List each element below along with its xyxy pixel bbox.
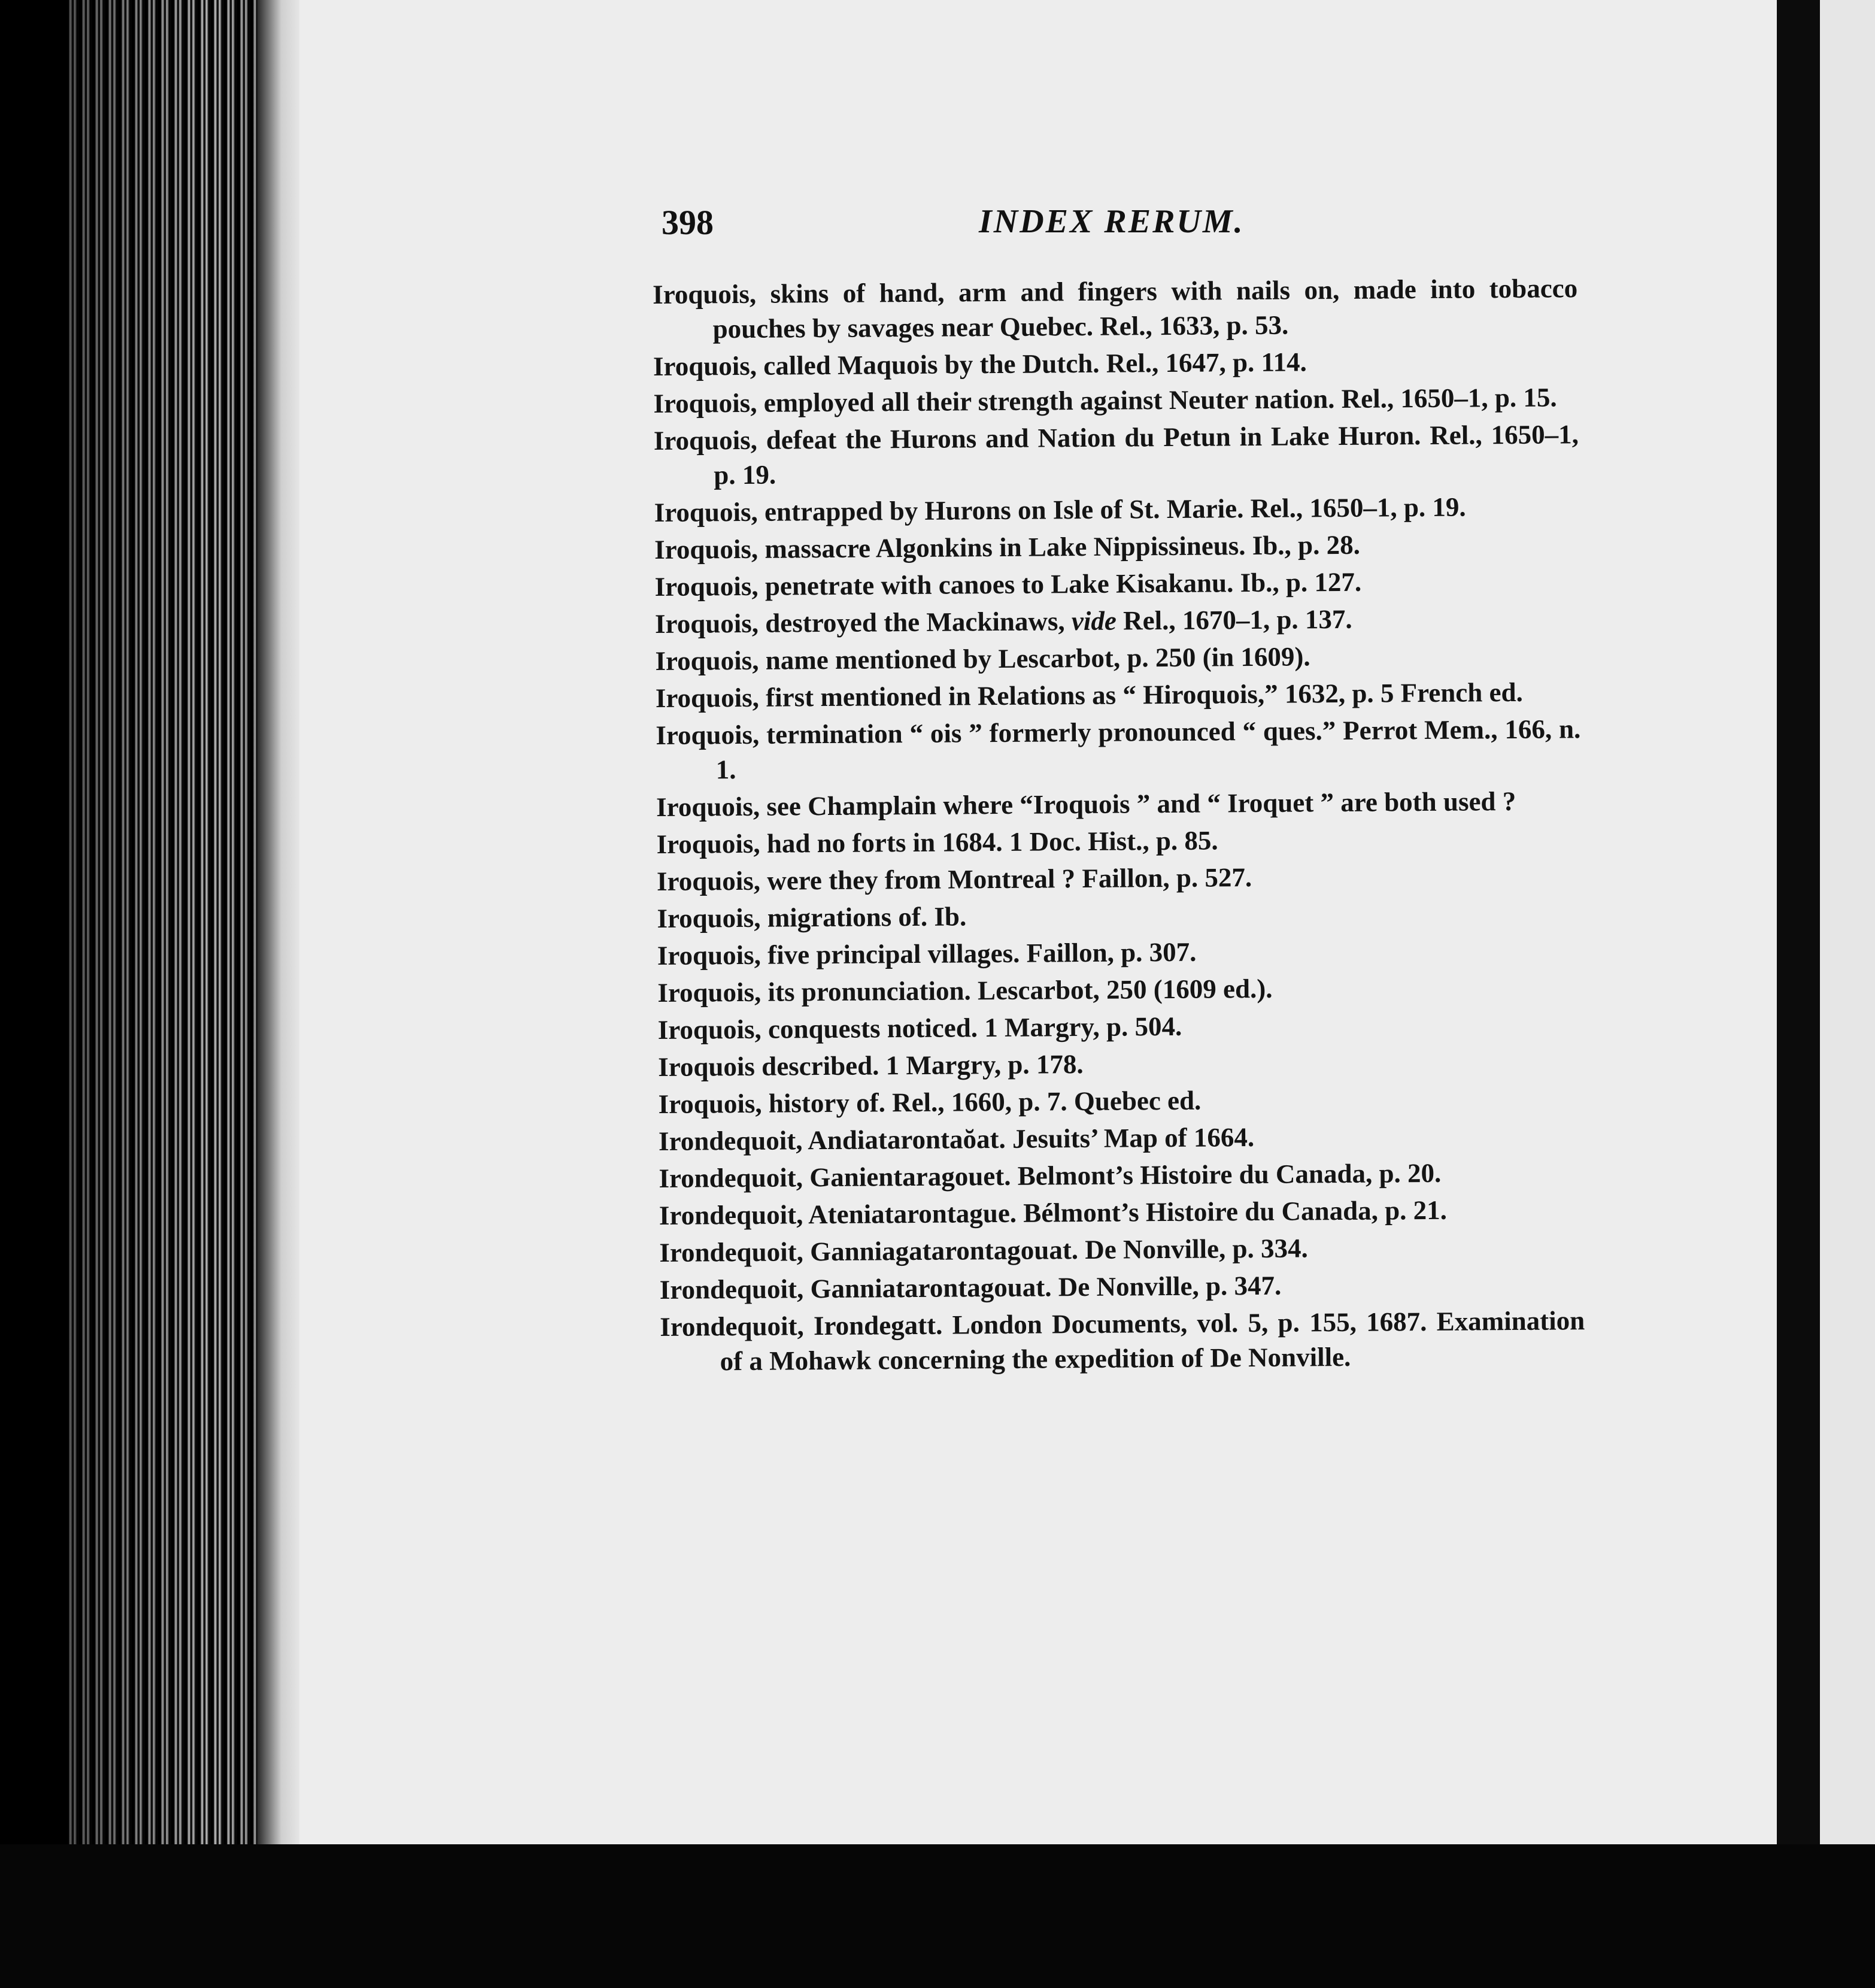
index-entry: Irondequoit, Ganientaragouet. Belmont’s Histoire du Canada, p. 20. [659,1157,1442,1193]
index-entry: Iroquois, first mentioned in Relations as “ Hiroquois,” 1632, p. 5 French ed. [655,677,1523,713]
index-entry: Iroquois, termination “ ois ” formerly pronounced “ ques.” Perrot Mem., 166, n. 1. [656,714,1581,785]
page-header [662,202,1260,250]
index-entry: Irondequoit, Ateniatarontague. Bélmont’s Histoire du Canada, p. 21. [659,1195,1448,1231]
running-title: INDEX RERUM. [979,203,1245,240]
index-entry-text: Rel., 1670–1, p. 137. [1116,604,1352,636]
index-entry: Iroquois described. 1 Margry, p. 178. [658,1049,1084,1082]
index-entry: Iroquois, defeat the Hurons and Nation du Petun in Lake Huron. Rel., 1650–1, p. 19. [653,419,1579,490]
index-entry: Iroquois, massacre Algonkins in Lake Nippissineus. Ib., p. 28. [654,529,1361,565]
index-entry: Iroquois, conquests noticed. 1 Margry, p. 504. [657,1011,1182,1045]
index-entry: Iroquois, were they from Montreal ? Faillon, p. 527. [656,862,1252,896]
index-entry: Iroquois, skins of hand, arm and fingers with nails on, made into tobacco pouches by savages near Quebec. Rel., 1633, p. 53. [653,273,1578,344]
index-entry: Iroquois, called Maquois by the Dutch. Rel., 1647, p. 114. [653,347,1307,381]
bottom-shadow [0,1844,1875,1988]
index-entry: Iroquois, history of. Rel., 1660, p. 7. Quebec ed. [658,1085,1202,1119]
index-entry: Iroquois, penetrate with canoes to Lake Kisakanu. Ib., p. 127. [654,566,1362,602]
page-number: 398 [662,203,714,242]
page-gutter-edge [257,0,305,1844]
index-entry: Irondequoit, Ganniatarontagouat. De Nonville, p. 347. [659,1270,1282,1305]
index-entry [655,600,1580,641]
right-margin-shadow [1777,0,1820,1844]
index-entry: Iroquois, five principal villages. Faillon, p. 307. [657,937,1197,971]
index-entry: Iroquois, its pronunciation. Lescarbot, 250 (1609 ed.). [657,973,1273,1008]
index-entry: Iroquois, name mentioned by Lescarbot, p. 250 (in 1609). [655,641,1310,676]
index-entries [653,271,1585,1381]
index-entry: Irondequoit, Ganniagatarontagouat. De Nonville, p. 334. [659,1233,1309,1268]
index-entry: Iroquois, migrations of. Ib. [657,901,967,934]
index-entry: Iroquois, had no forts in 1684. 1 Doc. Hist., p. 85. [656,825,1218,859]
index-entry: Irondequoit, Andiatarontaŏat. Jesuits’ Map of 1664. [658,1122,1255,1156]
index-entry: Iroquois, employed all their strength against Neuter nation. Rel., 1650–1, p. 15. [653,382,1557,419]
index-entry: Irondequoit, Irondegatt. London Documents, vol. 5, p. 155, 1687. Examination of a Mohawk concerning the expedition of De Nonville. [660,1305,1585,1377]
index-entry-italic: vide [1071,605,1117,637]
facing-page-sliver [1820,0,1875,1844]
index-entry: Iroquois, see Champlain where “Iroquois ” and “ Iroquet ” are both used ? [656,786,1516,822]
index-entry-text: Iroquois, destroyed the Mackinaws, [654,606,1065,639]
index-entry: Iroquois, entrapped by Hurons on Isle of St. Marie. Rel., 1650–1, p. 19. [654,492,1466,528]
